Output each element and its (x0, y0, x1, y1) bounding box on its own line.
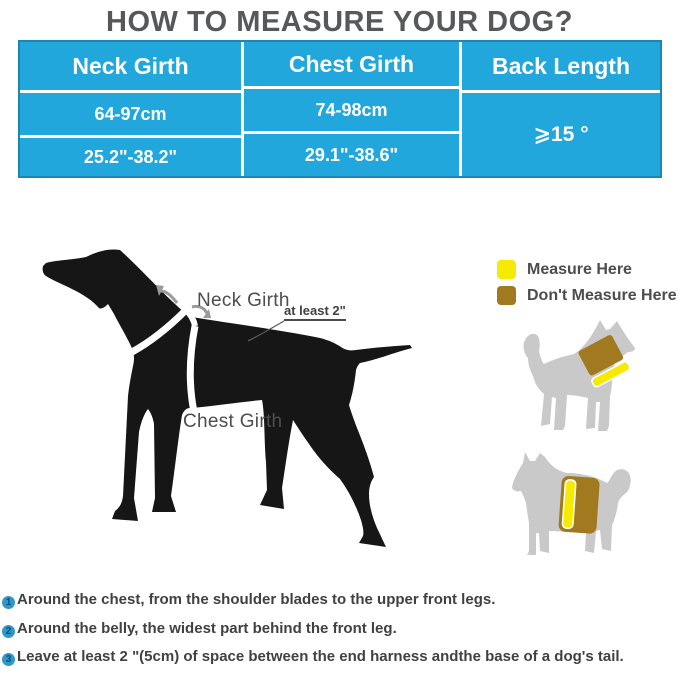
instruction-text: Around the belly, the widest part behind the front leg. (17, 620, 397, 637)
measure-here-swatch (497, 260, 516, 279)
table-cell: 25.2"-38.2" (20, 138, 241, 176)
measure-here-label: Measure Here (527, 261, 632, 278)
table-cell-merged: ⩾15 ° (462, 93, 660, 176)
dont-measure-here-swatch (497, 286, 516, 305)
neck-measure-dog-illustration (521, 318, 637, 438)
table-cell: 29.1"-38.6" (244, 134, 459, 176)
table-cell: 64-97cm (20, 93, 241, 135)
instruction-text: Around the chest, from the shoulder blades to the upper front legs. (17, 591, 496, 608)
chest-girth-label: Chest Girth (183, 411, 283, 432)
dog-harness-illustration (20, 200, 480, 580)
table-column-back-length (462, 42, 660, 176)
table-column-neck (20, 42, 241, 176)
page-title: HOW TO MEASURE YOUR DOG? (106, 6, 573, 38)
measurement-table (20, 42, 660, 176)
table-cell: 74-98cm (244, 89, 459, 131)
neck-girth-label: Neck Girth (197, 290, 290, 311)
instruction-row (2, 591, 678, 609)
step-3-badge: 3 (2, 653, 15, 666)
instruction-row (2, 620, 678, 638)
at-least-2in-label: at least 2" (284, 303, 346, 321)
chest-measure-dog-illustration (511, 451, 633, 559)
column-header: Back Length (462, 42, 660, 90)
step-1-badge: 1 (2, 596, 15, 609)
step-2-badge: 2 (2, 625, 15, 638)
column-header: Neck Girth (20, 42, 241, 90)
table-column-chest (244, 42, 459, 176)
instruction-row (2, 648, 678, 666)
column-header: Chest Girth (244, 42, 459, 86)
dont-measure-here-label: Don't Measure Here (527, 287, 677, 304)
instruction-text: Leave at least 2 "(5cm) of space between the end harness andthe base of a dog's tail. (17, 648, 624, 665)
